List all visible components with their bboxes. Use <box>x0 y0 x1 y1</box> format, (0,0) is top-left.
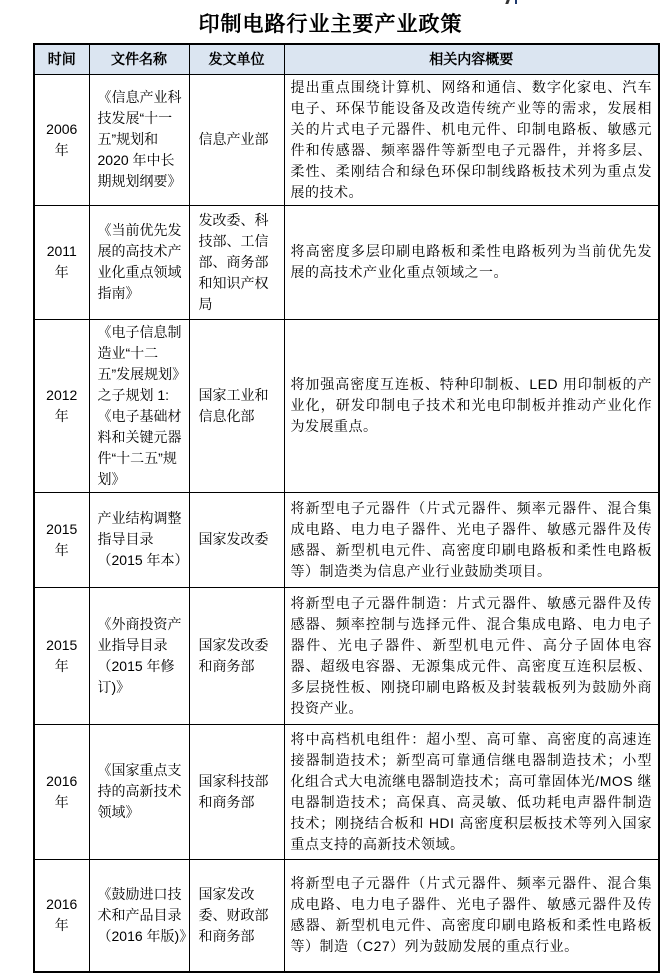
cell-time <box>34 319 89 492</box>
cell-issuer: 发改委、科技部、工信部、商务部和知识产权局 <box>189 205 284 319</box>
cell-issuer: 信息产业部 <box>189 74 284 205</box>
cell-summary: 提出重点围绕计算机、网络和通信、数字化家电、汽车电子、环保节能设备及改造传统产业等的需求，发展相关的片式电子元器件、机电元件、印制电路板、敏感元件和传感器、频率器件等新型电子元器件，并将多层、柔性、柔刚结合和绿色环保印制线路板技术列为重点发展的技术。 <box>284 74 659 205</box>
cell-time <box>34 859 89 972</box>
header-cell-name: 文件名称 <box>89 44 189 74</box>
cell-document-name: 《外商投资产业指导目录（2015 年修订)》 <box>89 587 189 724</box>
cell-summary: 将新型电子元器件（片式元器件、频率元器件、混合集成电路、电力电子器件、光电子器件、敏感元器件及传感器、新型机电元件、高密度印刷电路板和柔性电路板等）制造类为信息产业行业鼓励类项目。 <box>284 492 659 587</box>
cell-document-name: 《电子信息制造业“十二五”发展规划》之子规划 1:《电子基础材料和关键元器件“十二五”规划》 <box>89 319 189 492</box>
clipped-character-artifact <box>504 0 522 5</box>
cell-time <box>34 205 89 319</box>
time-value: 2016年 <box>46 772 78 810</box>
cell-issuer: 国家工业和信息化部 <box>189 319 284 492</box>
cell-summary: 将新型电子元器件制造：片式元器件、敏感元器件及传感器、频率控制与选择元件、混合集成电路、电力电子器件、光电子器件、新型机电元件、高分子固体电容器、超级电容器、无源集成元件、高密度互连积层板、多层挠性板、刚挠印刷电路板及封装载板列为鼓励外商投资产业。 <box>284 587 659 724</box>
cell-time <box>34 724 89 859</box>
table-header-row <box>34 44 659 74</box>
cell-issuer: 国家发改委、财政部和商务部 <box>189 859 284 972</box>
cell-issuer: 国家科技部和商务部 <box>189 724 284 859</box>
cell-time <box>34 587 89 724</box>
cell-summary: 将中高档机电组件：超小型、高可靠、高密度的高速连接器制造技术；新型高可靠通信继电器制造技术；小型化组合式大电流继电器制造技术；高可靠固体光/MOS 继电器制造技术；高保真、高灵敏、低功耗电声器件制造技术；刚挠结合板和 HDI 高密度积层板技术等列入国家重点支持的高新技术领域。 <box>284 724 659 859</box>
time-value: 2006年 <box>46 120 78 158</box>
table-row <box>34 587 659 724</box>
cell-document-name: 《国家重点支持的高新技术领域》 <box>89 724 189 859</box>
cell-issuer: 国家发改委和商务部 <box>189 587 284 724</box>
policy-table <box>33 43 660 973</box>
time-value: 2015年 <box>46 636 78 674</box>
table-row <box>34 205 659 319</box>
header-cell-summary: 相关内容概要 <box>284 44 659 74</box>
cell-document-name: 产业结构调整指导目录（2015 年本） <box>89 492 189 587</box>
cell-document-name: 《信息产业科技发展“十一五”规划和 2020 年中长期规划纲要》 <box>89 74 189 205</box>
table-row <box>34 859 659 972</box>
cell-document-name: 《鼓励进口技术和产品目录（2016 年版)》 <box>89 859 189 972</box>
time-value: 2015年 <box>46 520 78 558</box>
cell-summary: 将高密度多层印刷电路板和柔性电路板列为当前优先发展的高技术产业化重点领域之一。 <box>284 205 659 319</box>
table-row <box>34 74 659 205</box>
time-value: 2012年 <box>46 386 78 424</box>
cell-document-name: 《当前优先发展的高技术产业化重点领域指南》 <box>89 205 189 319</box>
cell-summary: 将加强高密度互连板、特种印制板、LED 用印制板的产业化，研发印制电子技术和光电印制板并推动产业化作为发展重点。 <box>284 319 659 492</box>
cell-issuer: 国家发改委 <box>189 492 284 587</box>
table-row <box>34 319 659 492</box>
cell-summary: 将新型电子元器件（片式元器件、频率元器件、混合集成电路、电力电子器件、光电子器件、敏感元器件及传感器、新型机电元件、高密度印刷电路板和柔性电路板等）制造（C27）列为鼓励发展的重点行业。 <box>284 859 659 972</box>
time-value: 2011年 <box>46 243 77 280</box>
cell-time <box>34 74 89 205</box>
cell-time <box>34 492 89 587</box>
table-row <box>34 492 659 587</box>
time-value: 2016年 <box>46 896 78 934</box>
header-cell-time: 时间 <box>34 44 89 74</box>
header-cell-issuer: 发文单位 <box>189 44 284 74</box>
page-title: 印制电路行业主要产业政策 <box>198 13 463 36</box>
table-row <box>34 724 659 859</box>
